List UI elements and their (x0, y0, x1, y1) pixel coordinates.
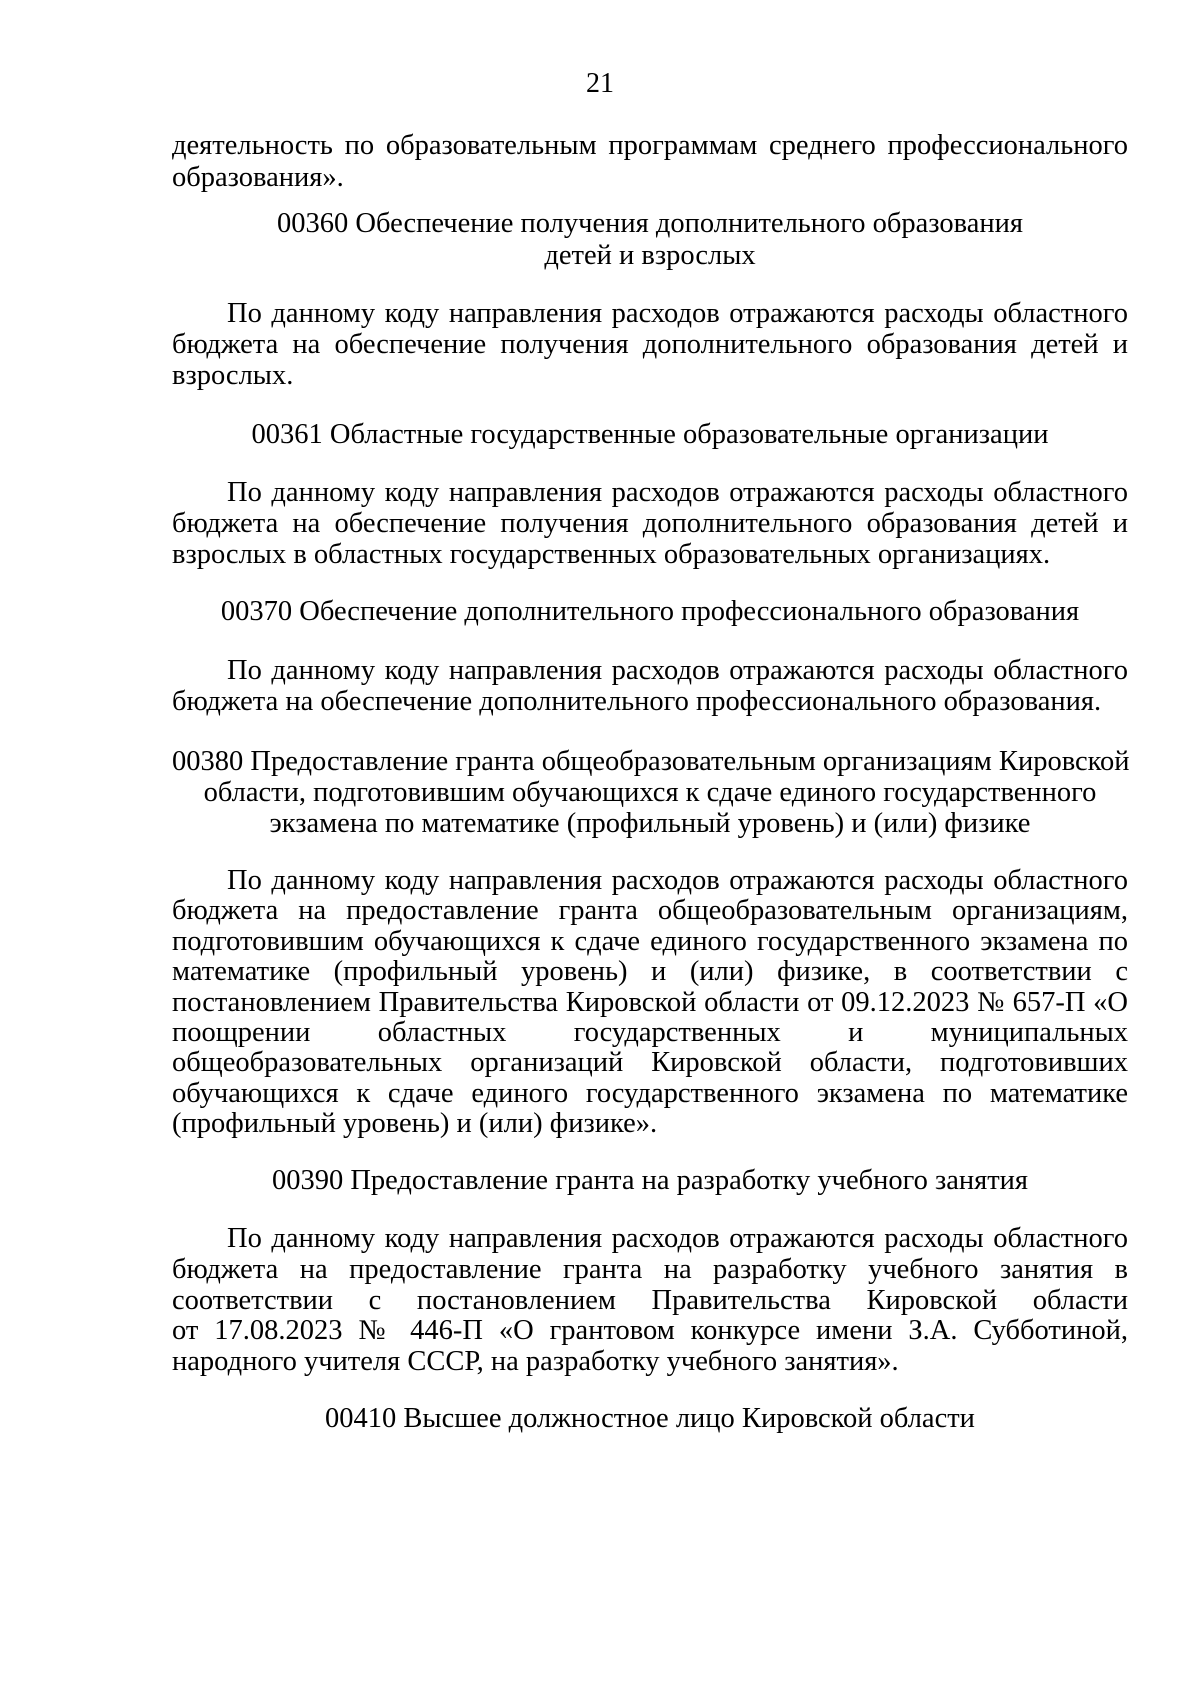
text-line: По данному коду направления расходов отражаются расходы областного (227, 477, 1128, 508)
heading-line: 00361 Областные государственные образовательные организации (251, 419, 1049, 450)
section-heading-00360 (172, 208, 1128, 272)
text-line: соответствии с постановлением Правительства Кировской области (172, 1284, 1128, 1316)
heading-line: экзамена по математике (профильный уровень) и (или) физике (269, 808, 1031, 839)
text-line: взрослых в областных государственных образовательных организациях. (172, 539, 1051, 570)
text-line: математике (профильный уровень) и (или) физике, в соответствии с (172, 956, 1128, 988)
text-line: (профильный уровень) и (или) физике». (172, 1108, 658, 1140)
text-line: постановлением Правительства Кировской области от 09.12.2023 № 657-П «О (172, 986, 1128, 1018)
page-number: 21 (586, 68, 614, 99)
text-line: бюджета на обеспечение дополнительного профессионального образования. (172, 686, 1102, 717)
paragraph-00380 (172, 866, 1128, 1140)
section-heading-00361 (172, 419, 1128, 451)
text-line: бюджета на предоставление гранта общеобразовательным организациям, (172, 895, 1128, 927)
text-line: обучающихся к сдаче единого государственного экзамена по математике (172, 1077, 1128, 1109)
text-line: образования». (172, 162, 344, 193)
heading-line: 00360 Обеспечение получения дополнительного образования (277, 208, 1023, 239)
section-heading-00380 (172, 746, 1128, 839)
heading-line: детей и взрослых (544, 240, 756, 271)
heading-line: 00380 Предоставление гранта общеобразовательным организациям Кировской (172, 746, 1130, 777)
text-line: взрослых. (172, 360, 294, 391)
heading-line: области, подготовившим обучающихся к сдаче единого государственного (203, 777, 1097, 808)
paragraph-00361 (172, 477, 1128, 570)
heading-line: 00370 Обеспечение дополнительного профессионального образования (220, 596, 1080, 627)
text-line: народного учителя СССР, на разработку учебного занятия». (172, 1346, 899, 1378)
text-line: бюджета на предоставление гранта на разработку учебного занятия в (172, 1253, 1128, 1285)
text-line: бюджета на обеспечение получения дополнительного образования детей и (172, 508, 1128, 539)
paragraph-00390 (172, 1224, 1128, 1378)
text-line: По данному коду направления расходов отражаются расходы областного (227, 1223, 1128, 1254)
heading-line: 00390 Предоставление гранта на разработку учебного занятия (271, 1165, 1029, 1196)
paragraph-continuation (172, 130, 1128, 194)
text-line: По данному коду направления расходов отражаются расходы областного (227, 298, 1128, 329)
text-line: деятельность по образовательным программам среднего профессионального (172, 130, 1128, 161)
text-line: общеобразовательных организаций Кировской области, подготовивших (172, 1047, 1128, 1079)
text-line: бюджета на обеспечение получения дополнительного образования детей и (172, 329, 1128, 360)
heading-line: 00410 Высшее должностное лицо Кировской области (325, 1403, 975, 1434)
text-line: поощрении областных государственных и муниципальных (172, 1017, 1128, 1049)
paragraph-00370 (172, 655, 1128, 717)
paragraph-00360 (172, 298, 1128, 391)
section-heading-00410 (172, 1403, 1128, 1435)
section-heading-00390 (172, 1165, 1128, 1197)
section-heading-00370 (172, 596, 1128, 628)
text-line: от 17.08.2023 № 446-П «О грантовом конкурсе имени З.А. Субботиной, (172, 1315, 1128, 1347)
text-line: По данному коду направления расходов отражаются расходы областного (227, 655, 1128, 686)
text-line: По данному коду направления расходов отражаются расходы областного (227, 865, 1128, 896)
text-line: подготовившим обучающихся к сдаче единого государственного экзамена по (172, 925, 1128, 957)
